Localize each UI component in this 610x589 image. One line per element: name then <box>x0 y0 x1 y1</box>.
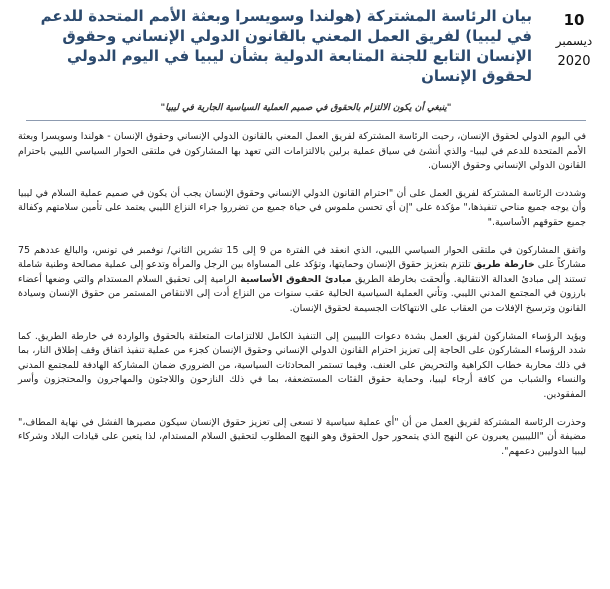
paragraph-3-part-a: واتفق المشاركون في ملتقى الحوار السياسي الليبي، الذي انعقد في الفترة من 9 إلى 15 تشرين الثاني/ نوفمبر في تونس، والبالغ عددهم 75 مشاركاً على <box>18 244 587 271</box>
paragraph-5: وحذرت الرئاسة المشتركة لفريق العمل من أن "أي عملية سياسية لا تسعى إلى تعزيز حقوق الإنسان سيكون مصيرها الفشل في نهاية المطاف،" مضيفة أن "الليبيين يعبرون عن النهج الذي يتمحور حول الحقوق وهو النهج المطلوب لتحقيق السلام المستدام، لذا يتعين على قيادات البلاد وشركاء ليبيا الدوليين دعمهم". <box>18 416 586 457</box>
paragraph-4: ويؤيد الرؤساء المشاركون لفريق العمل بشدة دعوات الليبيين إلى التنفيذ الكامل للالتزامات المتعلقة بالحقوق والواردة في خارطة الطريق. كما شدد الرؤساء المشاركون على الحاجة إلى تعزيز احترام القانون الدولي الإنساني وحقوق الإنسان كجزء من عملية تنفيذ اتفاق وقف إطلاق النار، بما في ذلك محاربة خطاب الكراهية والتحريض على العنف. وفيما تستمر المحادثات السياسية، من الضروري ضمان المشاركة الهادفة للمجتمع المدني والنساء والشباب من كافة أرجاء ليبيا، وحماية حقوق الفئات المستضعفة، بما في ذلك النازحون واللاجئون والمهاجرون والمحتجزون وأسر المفقودين. <box>18 330 586 400</box>
date-day-month <box>548 10 600 50</box>
article-body <box>18 130 586 472</box>
divider <box>26 120 586 121</box>
paragraph-3-part-e: الرامية إلى تحقيق السلام المستدام والتي وضعها أعضاء بارزون في المجتمع المدني الليبي. وتأتي العملية السياسية الحالية عقب سنوات من النزاع أدت إلى الانتقاص المستمر من حقوق الإنسان وسيادة القانون وترسيخ الإفلات من العقاب على الانتهاكات الجسيمة لحقوق الإنسان. <box>18 273 586 314</box>
page-title: بيان الرئاسة المشتركة (هولندا وسويسرا وبعثة الأمم المتحدة للدعم في ليبيا) لفريق العمل المعني بالقانون الدولي الإنساني وحقوق الإنسان التابع للجنة المتابعة الدولية بشأن ليبيا في اليوم الدولي لحقوق الإنسان <box>40 7 532 85</box>
paragraph-2: وشددت الرئاسة المشتركة لفريق العمل على أن "احترام القانون الدولي الإنساني وحقوق الإنسان يجب أن يكون في صميم عملية السلام في ليبيا وأن يوجه جميع مناحي تنفيذها،" مؤكدة على "إن أي تحسن ملموس في حياة جميع من تضرروا جراء النزاع الليبي يعتمد على تأمين سلامتهم وكفالة جميع حقوقهم الأساسية." <box>18 187 586 228</box>
roadmap-term: خارطة طريق <box>473 259 535 271</box>
date-day: 10 <box>563 11 585 29</box>
paragraph-1: في اليوم الدولي لحقوق الإنسان، رحبت الرئاسة المشتركة لفريق العمل المعني بالقانون الدولي الإنساني وحقوق الإنسان - هولندا وسويسرا وبعثة الأمم المتحدة للدعم في ليبيا- والذي أنشئ في سياق عملية برلين بالالتزامات التي تعهد بها المشاركون في ملتقى الحوار السياسي الليبي باحترام القانون الدولي الإنساني وحقوق الإنسان. <box>18 131 586 172</box>
paragraph-3-part-c: تلتزم بتعزيز حقوق الإنسان وحمايتها، وتؤكد على المساواة بين الرجل والمرأة وتدعو إلى عملية مصالحة وطنية شاملة تستند إلى مبادئ العدالة الانتقالية. وألحقت بخارطة الطريق <box>18 259 586 285</box>
date-year: 2020 <box>557 54 591 69</box>
date-block <box>548 10 600 70</box>
date-month: ديسمبر <box>555 34 593 48</box>
fundamental-rights-term: مبادئ الحقوق الأساسية <box>240 273 352 285</box>
lead-quote: "ينبغي أن يكون الالتزام بالحقوق في صميم العملية السياسية الجارية في ليبيا" <box>160 103 452 113</box>
paragraph-3 <box>18 244 586 317</box>
